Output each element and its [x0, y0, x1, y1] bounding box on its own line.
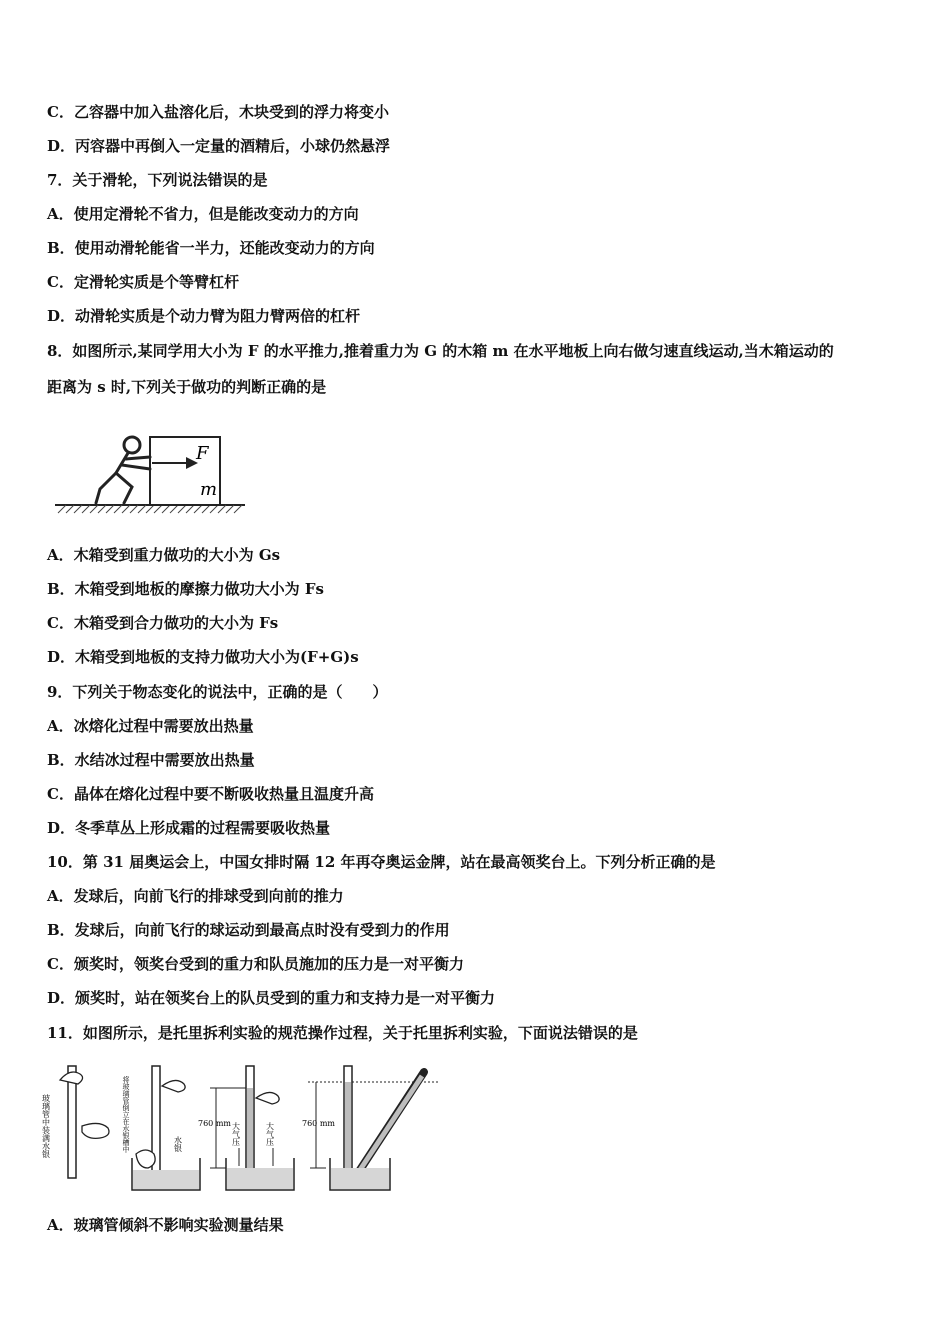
q8-figure-push-box	[50, 425, 250, 520]
q9-stem: 9．下列关于物态变化的说法中，正确的是（ ）	[47, 683, 388, 701]
q8-option-d: D．木箱受到地板的支持力做功大小为(F+G)s	[47, 648, 359, 666]
q11-stem: 11．如图所示，是托里拆利实验的规范操作过程，关于托里拆利实验，下面说法错误的是	[47, 1024, 638, 1042]
step1-hand-bottom	[82, 1123, 109, 1138]
step3-pressure-label-left: 大气压	[231, 1122, 241, 1146]
step1-hand-top	[60, 1072, 83, 1084]
q9-option-a: A．冰熔化过程中需要放出热量	[47, 717, 254, 735]
torricelli-diagram	[40, 1058, 450, 1198]
step4-tilted-tube	[302, 1066, 440, 1190]
step3-hand	[256, 1092, 279, 1104]
q7-stem: 7．关于滑轮，下列说法错误的是	[47, 171, 268, 189]
step2-mercury-label: 水银	[173, 1136, 183, 1152]
step1-label: 玻璃管中装满水银	[41, 1094, 51, 1158]
person-figure	[96, 437, 150, 503]
step4-tilted-mercury	[356, 1076, 422, 1176]
q10-option-d: D．颁奖时，站在领奖台上的队员受到的重力和支持力是一对平衡力	[47, 989, 496, 1007]
q10-option-c: C．颁奖时，领奖台受到的重力和队员施加的压力是一对平衡力	[47, 955, 464, 973]
q7-option-a: A．使用定滑轮不省力，但是能改变动力的方向	[47, 205, 359, 223]
q8-stem-line2: 距离为 s 时,下列关于做功的判断正确的是	[47, 378, 327, 396]
mass-label: m	[200, 479, 218, 500]
step4-vertical-mercury	[345, 1082, 351, 1178]
step3-height-label: 760 mm	[198, 1119, 231, 1128]
push-box-diagram	[50, 425, 250, 520]
step2-mercury	[133, 1170, 199, 1189]
q6-option-d: D．丙容器中再倒入一定量的酒精后，小球仍然悬浮	[47, 137, 391, 155]
q7-option-d: D．动滑轮实质是个动力臂为阻力臂两倍的杠杆	[47, 307, 361, 325]
step4-height-label: 760 mm	[302, 1119, 335, 1128]
q11-figure-torricelli	[40, 1058, 450, 1198]
q9-option-c: C．晶体在熔化过程中要不断吸收热量且温度升高	[47, 785, 374, 803]
q6-option-c: C．乙容器中加入盐溶化后，木块受到的浮力将变小	[47, 103, 389, 121]
step4-mercury	[331, 1168, 389, 1189]
q10-stem: 10．第 31 届奥运会上，中国女排时隔 12 年再夺奥运金牌，站在最高领奖台上。下列分析正确的是	[47, 853, 716, 871]
q8-stem-line1: 8．如图所示,某同学用大小为 F 的水平推力,推着重力为 G 的木箱 m 在水平地板上向右做匀速直线运动,当木箱运动的	[47, 342, 834, 360]
force-label: F	[196, 443, 209, 464]
step3-mercury-column	[247, 1088, 253, 1178]
q8-option-c: C．木箱受到合力做功的大小为 Fs	[47, 614, 279, 632]
q9-option-b: B．水结冰过程中需要放出热量	[47, 751, 255, 769]
step2-hand-bottom	[136, 1150, 155, 1168]
floor-hatching	[58, 505, 242, 513]
step2-label: 将玻璃管倒立在水银槽中	[122, 1076, 130, 1153]
step1-fill-tube	[42, 1066, 110, 1178]
q7-option-b: B．使用动滑轮能省一半力，还能改变动力的方向	[47, 239, 375, 257]
q8-option-a: A．木箱受到重力做功的大小为 Gs	[47, 546, 281, 564]
q10-option-b: B．发球后，向前飞行的球运动到最高点时没有受到力的作用	[47, 921, 450, 939]
q9-option-d: D．冬季草丛上形成霜的过程需要吸收热量	[47, 819, 331, 837]
step2-invert-tube	[122, 1066, 200, 1190]
q7-option-c: C．定滑轮实质是个等臂杠杆	[47, 273, 239, 291]
step3-measure	[198, 1066, 294, 1190]
step3-pressure-label-right: 大气压	[265, 1122, 275, 1146]
step2-hand-top	[162, 1080, 185, 1092]
q10-option-a: A．发球后，向前飞行的排球受到向前的推力	[47, 887, 344, 905]
q8-option-b: B．木箱受到地板的摩擦力做功大小为 Fs	[47, 580, 324, 598]
step3-mercury	[227, 1168, 293, 1189]
q11-option-a: A．玻璃管倾斜不影响实验测量结果	[47, 1216, 284, 1234]
